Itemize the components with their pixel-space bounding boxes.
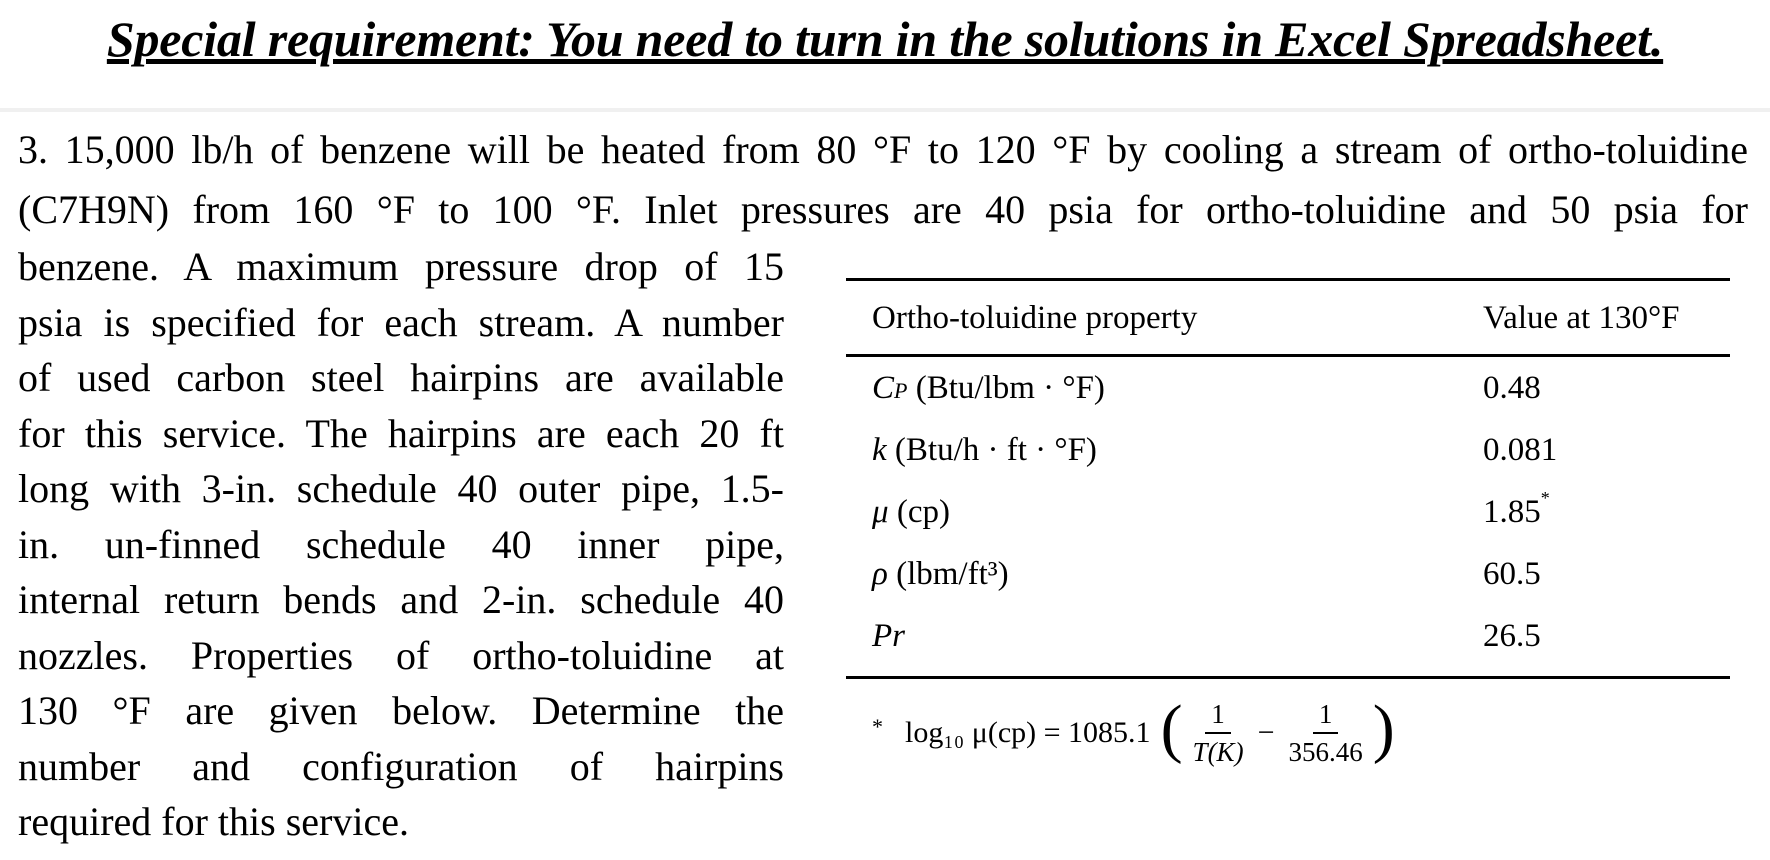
divider — [0, 108, 1770, 112]
table-rule-top — [846, 278, 1730, 281]
table-footnote — [872, 692, 1395, 770]
problem-wrapped-text — [18, 239, 784, 850]
paren-close-icon: ) — [1372, 692, 1395, 765]
fraction-1 — [1189, 696, 1248, 770]
problem-text-line: for this service. The hairpins are each 20 ft — [18, 410, 784, 456]
row-value-cp: 0.48 — [1483, 370, 1541, 406]
symbol: ρ — [872, 556, 888, 592]
page-heading: Special requirement: You need to turn in the solutions in Excel Spreadsheet. — [106, 11, 1664, 67]
symbol: μ — [872, 494, 889, 530]
problem-text-line: 130 °F are given below. Determine the — [18, 688, 784, 733]
unit: (Btu/lbm · °F) — [915, 370, 1105, 406]
row-property-pr — [872, 618, 905, 655]
row-value-k: 0.081 — [1483, 432, 1558, 468]
value: 1.85 — [1483, 494, 1541, 530]
row-property-mu — [872, 494, 950, 531]
row-value-pr: 26.5 — [1483, 618, 1541, 654]
problem-text-line: psia is specified for each stream. A number — [18, 299, 784, 345]
problem-text-line: long with 3-in. schedule 40 outer pipe, 1.5- — [18, 466, 784, 511]
problem-line-1: 3. 15,000 lb/h of benzene will be heated from 80 °F to 120 °F by cooling a stream of ortho-toluidine — [18, 127, 1748, 172]
minus-icon: − — [1257, 716, 1275, 749]
footnote-lhs: log₁₀ μ(cp) = 1085.1 — [905, 716, 1151, 749]
table-rule-mid — [846, 354, 1730, 357]
fraction-2-den: 356.46 — [1288, 737, 1363, 767]
problem-text-line: internal return bends and 2-in. schedule 40 — [18, 577, 784, 622]
problem-text-line: of used carbon steel hairpins are available — [18, 355, 784, 400]
unit: (Btu/h · ft · °F) — [894, 432, 1097, 468]
problem-text-line: benzene. A maximum pressure drop of 15 — [18, 244, 784, 289]
problem-text-line: number and configuration of hairpins — [18, 743, 784, 789]
paren-open-icon: ( — [1160, 692, 1183, 765]
footnote-marker: * — [1540, 488, 1550, 508]
fraction-1-den: T(K) — [1192, 737, 1244, 767]
header-property: Ortho-toluidine property — [872, 300, 1198, 336]
fraction-1-num: 1 — [1205, 696, 1231, 734]
unit: (cp) — [896, 494, 950, 530]
row-value-mu — [1483, 488, 1550, 531]
row-value-rho: 60.5 — [1483, 556, 1541, 592]
header-value: Value at 130°F — [1483, 300, 1680, 336]
row-property-cp — [872, 370, 1105, 407]
unit: (lbm/ft³) — [896, 556, 1009, 592]
problem-text-line: required for this service. — [18, 799, 409, 844]
footnote-star: * — [872, 714, 883, 739]
problem-text-line: in. un-finned schedule 40 inner pipe, — [18, 521, 784, 567]
symbol: k — [872, 432, 887, 468]
row-property-k — [872, 432, 1097, 469]
table-rule-bottom — [846, 676, 1730, 679]
problem-text-line: nozzles. Properties of ortho-toluidine at — [18, 632, 784, 678]
fraction-2 — [1284, 696, 1366, 770]
row-property-rho — [872, 556, 1009, 593]
symbol: Pr — [872, 618, 905, 654]
symbol: C — [872, 370, 895, 406]
problem-line-2: (C7H9N) from 160 °F to 100 °F. Inlet pressures are 40 psia for ortho-toluidine and 50 psia for — [18, 187, 1748, 232]
subscript: P — [894, 378, 908, 403]
fraction-2-num: 1 — [1313, 696, 1339, 734]
